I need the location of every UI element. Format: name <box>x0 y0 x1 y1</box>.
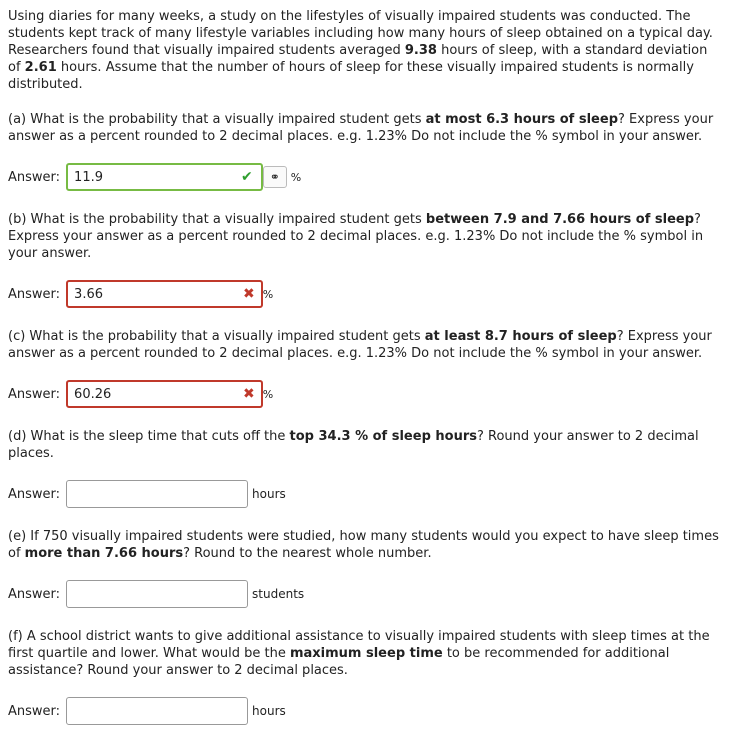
answer-input-c[interactable]: 60.26 <box>66 380 263 408</box>
answer-input-b[interactable]: 3.66 <box>66 280 263 308</box>
percent-unit: % <box>262 287 274 301</box>
answer-input-f[interactable] <box>66 697 248 725</box>
answer-row-b <box>8 280 273 308</box>
question-e: (e) If 750 visually impaired students were studied, how many students would you expect to have sleep times of more than 7.66 hours? Round to the nearest whole number. <box>8 529 719 561</box>
answer-row-a <box>8 163 301 191</box>
check-icon: ✔ <box>241 168 253 185</box>
link-icon[interactable]: ⚭ <box>263 166 287 188</box>
answer-row-d <box>8 480 286 508</box>
answer-row-c <box>8 380 273 408</box>
answer-row-f <box>8 697 286 725</box>
percent-unit: % <box>262 387 274 401</box>
answer-label: Answer: <box>8 703 61 719</box>
answer-input-a[interactable]: 11.9 <box>66 163 263 191</box>
hours-unit: hours <box>252 703 286 718</box>
students-unit: students <box>252 586 305 601</box>
x-icon: ✖ <box>243 285 255 302</box>
hours-unit: hours <box>252 486 286 501</box>
question-d: (d) What is the sleep time that cuts off the top 34.3 % of sleep hours? Round your answer to 2 decimal places. <box>8 429 699 461</box>
answer-label: Answer: <box>8 486 61 502</box>
question-b: (b) What is the probability that a visually impaired student gets between 7.9 and 7.66 hours of sleep? Express your answer as a percent rounded to 2 decimal places. e.g. 1.23% Do not include the % symbol in your answer. <box>8 212 704 261</box>
percent-unit: % <box>290 170 302 184</box>
answer-label: Answer: <box>8 586 61 602</box>
answer-input-d[interactable] <box>66 480 248 508</box>
question-c: (c) What is the probability that a visually impaired student gets at least 8.7 hours of sleep? Express your answer as a percent rounded to 2 decimal places. e.g. 1.23% Do not include the % symbol in your answer. <box>8 329 712 361</box>
x-icon: ✖ <box>243 385 255 402</box>
answer-label: Answer: <box>8 286 61 302</box>
answer-label: Answer: <box>8 386 61 402</box>
answer-input-e[interactable] <box>66 580 248 608</box>
answer-row-e <box>8 580 304 608</box>
question-a: (a) What is the probability that a visually impaired student gets at most 6.3 hours of sleep? Express your answer as a percent rounded to 2 decimal places. e.g. 1.23% Do not include the % symbol in your answer. <box>8 112 714 144</box>
answer-label: Answer: <box>8 169 61 185</box>
question-f: (f) A school district wants to give additional assistance to visually impaired students with sleep times at the first quartile and lower. What would be the maximum sleep time to be recommended for additional assistance? Round your answer to 2 decimal places. <box>8 629 710 678</box>
problem-intro: Using diaries for many weeks, a study on the lifestyles of visually impaired students was conducted. The students kept track of many lifestyle variables including how many hours of sleep obtained on a typical day. Researchers found that visually impaired students averaged 9.38 hours of sleep, with a standard deviation of 2.61 hours. Assume that the number of hours of sleep for these visually impaired students is normally distributed. <box>8 9 713 92</box>
